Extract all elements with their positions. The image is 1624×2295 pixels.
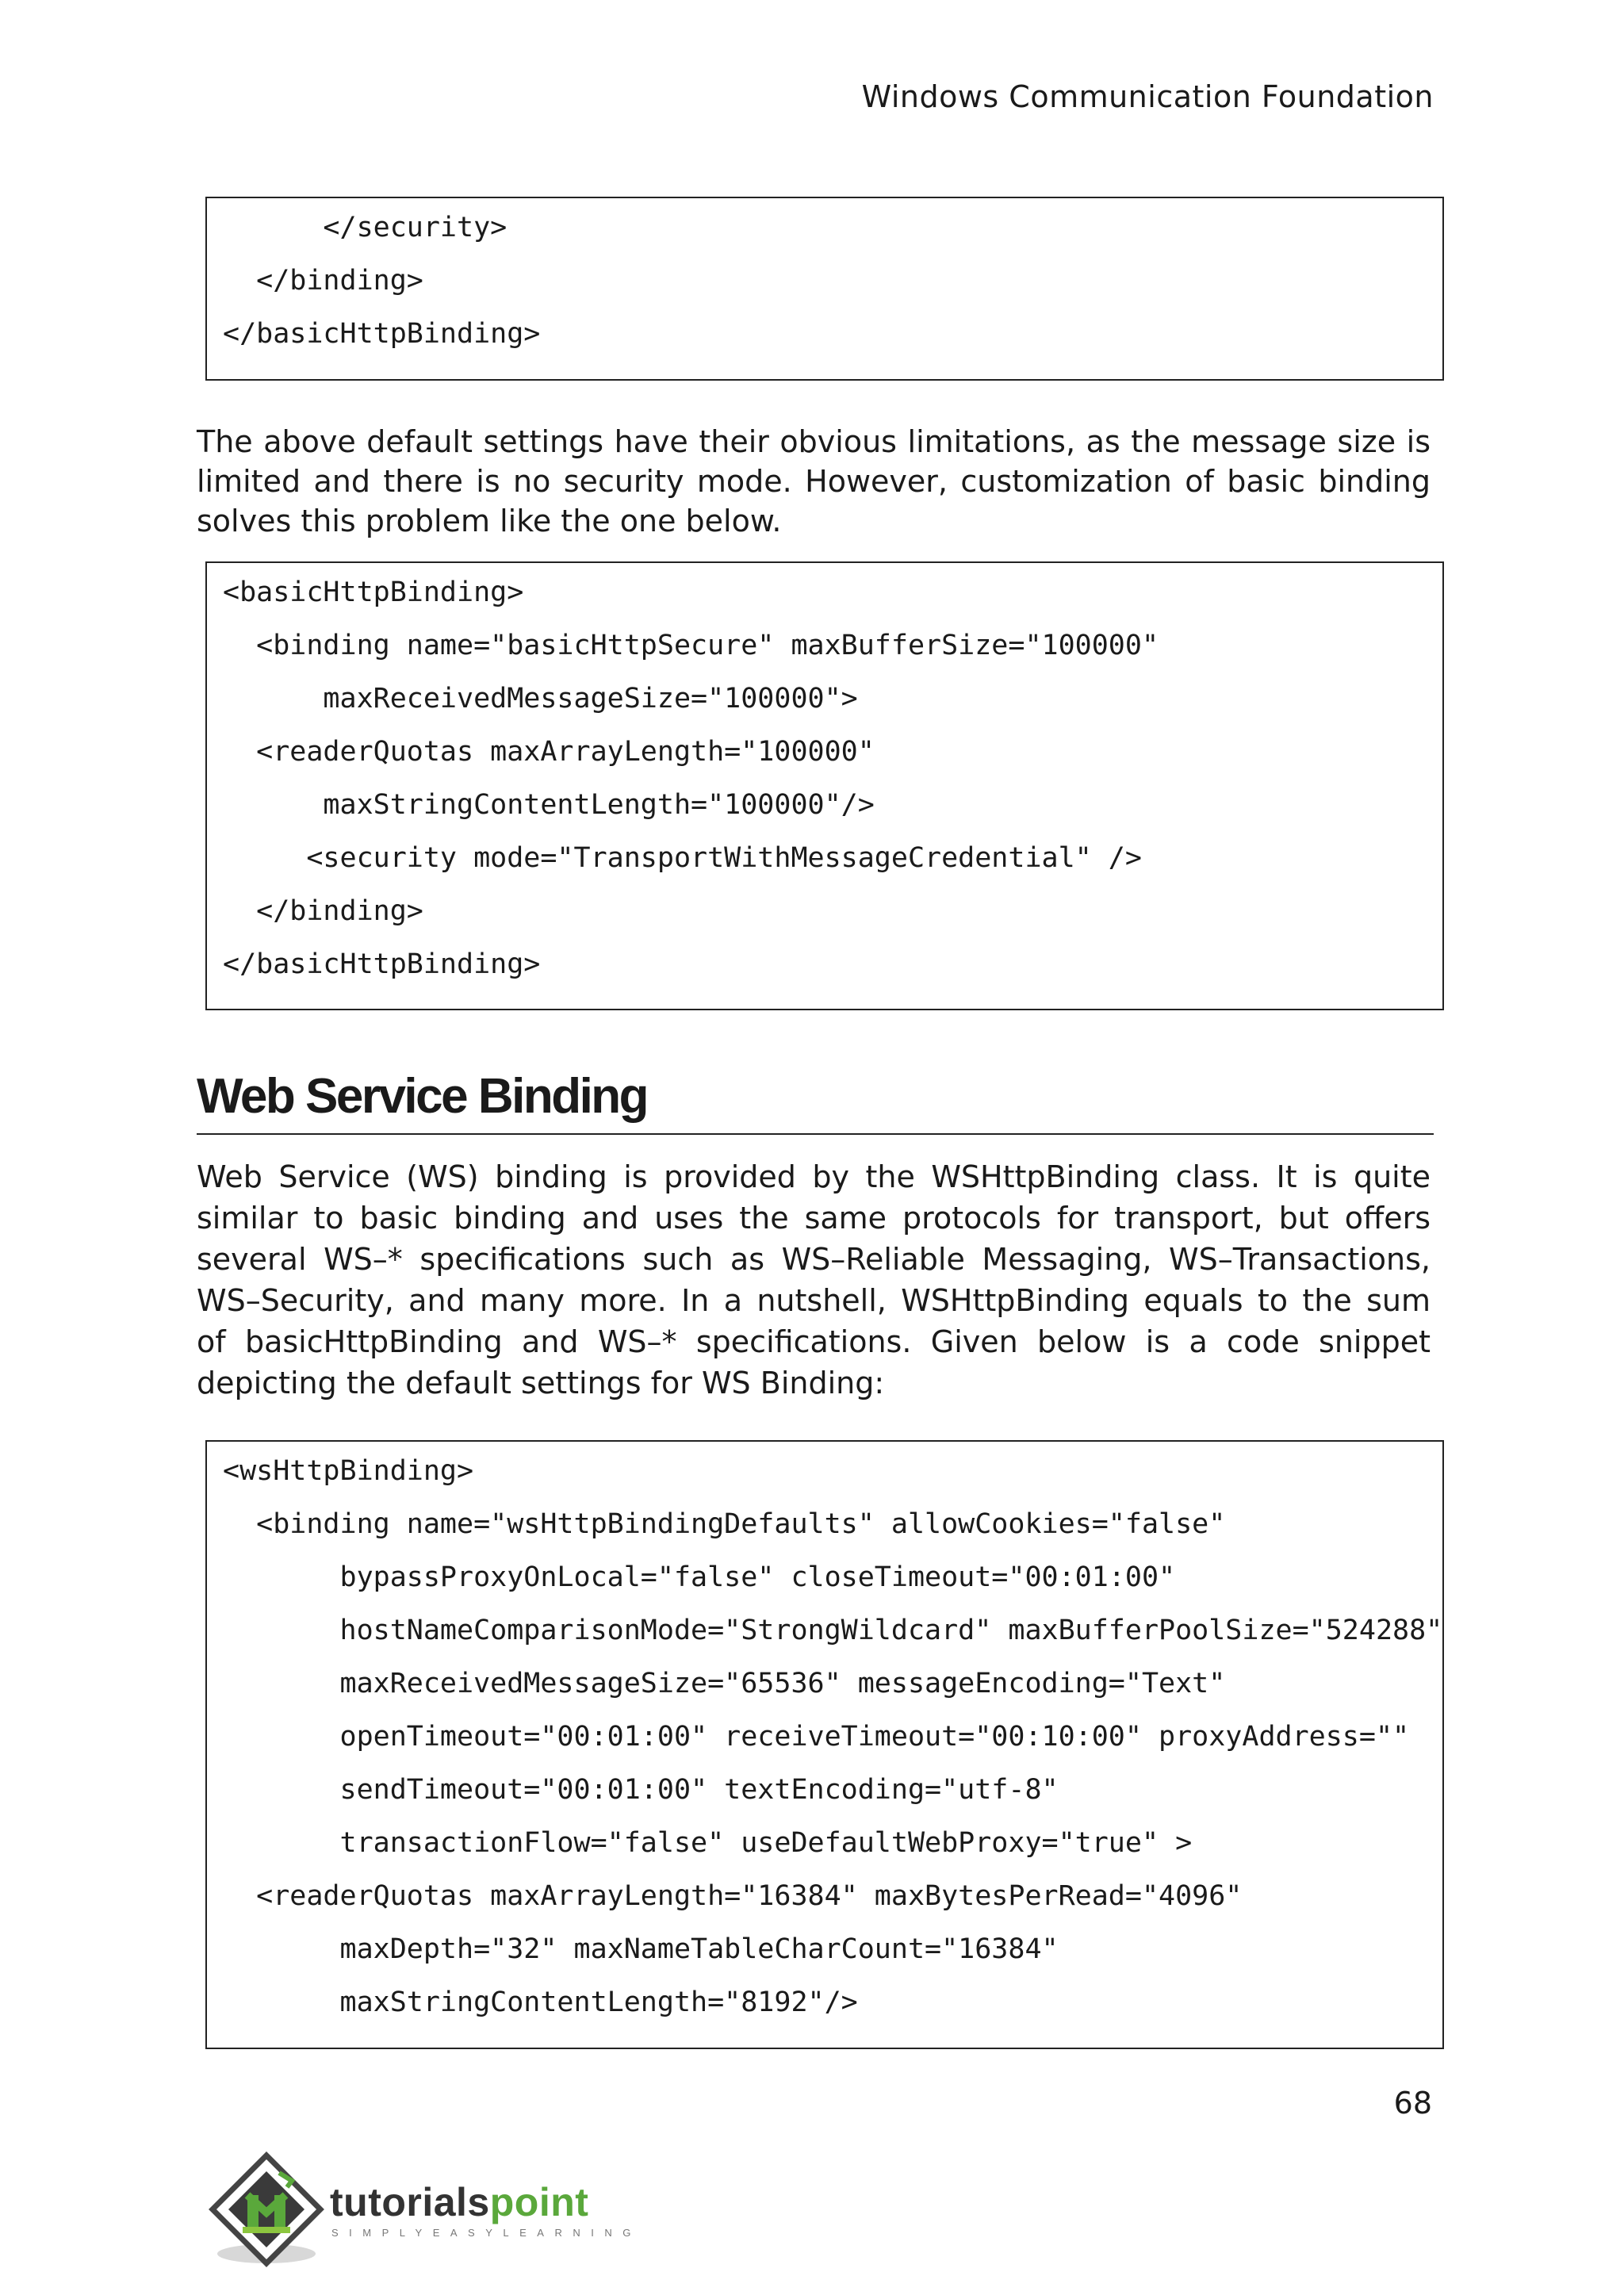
paragraph-line: several WS–* specifications such as WS–Reliable Messaging, WS–Transactions, <box>197 1242 1431 1277</box>
code-line: maxReceivedMessageSize="65536" messageEncoding="Text" <box>223 1668 1226 1699</box>
paragraph-line: Web Service (WS) binding is provided by the WSHttpBinding class. It is quite <box>197 1159 1431 1194</box>
code-line: maxStringContentLength="100000"/> <box>223 789 875 821</box>
body-paragraph <box>197 422 1431 541</box>
logo-tagline: SIMPLYEASYLEARNING <box>331 2227 642 2239</box>
logo-wordmark <box>330 2179 588 2225</box>
paragraph-line: WS–Security, and many more. In a nutshell, WSHttpBinding equals to the sum <box>197 1283 1431 1318</box>
code-line: sendTimeout="00:01:00" textEncoding="utf-8" <box>223 1774 1059 1806</box>
paragraph-line: similar to basic binding and uses the same protocols for transport, but offers <box>197 1201 1431 1236</box>
code-line: bypassProxyOnLocal="false" closeTimeout="00:01:00" <box>223 1561 1176 1593</box>
code-line: <basicHttpBinding> <box>223 577 524 608</box>
code-line: <security mode="TransportWithMessageCredential" /> <box>223 842 1142 874</box>
code-line: maxStringContentLength="8192"/> <box>223 1987 858 2018</box>
code-line: transactionFlow="false" useDefaultWebProxy="true" > <box>223 1827 1193 1859</box>
code-line: <binding name="basicHttpSecure" maxBufferSize="100000" <box>223 630 1159 661</box>
section-heading: Web Service Binding <box>197 1069 648 1124</box>
code-line: maxReceivedMessageSize="100000"> <box>223 683 858 715</box>
tutorialspoint-logo <box>203 2149 647 2268</box>
body-paragraph <box>197 1156 1431 1404</box>
paragraph-line: depicting the default settings for WS Binding: <box>197 1366 885 1400</box>
code-block <box>205 561 1444 1010</box>
code-line: </binding> <box>223 265 423 297</box>
code-line: maxDepth="32" maxNameTableCharCount="16384" <box>223 1933 1059 1965</box>
paragraph-line: limited and there is no security mode. However, customization of basic binding <box>197 464 1431 499</box>
code-line: <readerQuotas maxArrayLength="16384" maxBytesPerRead="4096" <box>223 1880 1243 1912</box>
logo-word-2: point <box>489 2180 589 2224</box>
running-header: Windows Communication Foundation <box>861 79 1434 114</box>
code-line: </basicHttpBinding> <box>223 948 541 980</box>
logo-word-1: tutorials <box>330 2180 490 2224</box>
code-line: <wsHttpBinding> <box>223 1455 474 1487</box>
heading-underline <box>197 1133 1434 1135</box>
paragraph-line: solves this problem like the one below. <box>197 504 782 538</box>
paragraph-line: of basicHttpBinding and WS–* specifications. Given below is a code snippet <box>197 1324 1431 1359</box>
logo-emblem-icon <box>203 2149 330 2268</box>
code-line: <binding name="wsHttpBindingDefaults" allowCookies="false" <box>223 1508 1226 1540</box>
code-line: hostNameComparisonMode="StrongWildcard" maxBufferPoolSize="524288" <box>223 1615 1443 1646</box>
code-line: </binding> <box>223 895 423 927</box>
code-line: openTimeout="00:01:00" receiveTimeout="00:10:00" proxyAddress="" <box>223 1721 1410 1753</box>
code-block <box>205 197 1444 381</box>
page-number: 68 <box>1393 2086 1432 2121</box>
code-line: <readerQuotas maxArrayLength="100000" <box>223 736 875 768</box>
paragraph-line: The above default settings have their obvious limitations, as the message size is <box>197 424 1431 459</box>
code-line: </basicHttpBinding> <box>223 318 541 350</box>
code-block <box>205 1440 1444 2049</box>
code-line: </security> <box>223 212 508 243</box>
